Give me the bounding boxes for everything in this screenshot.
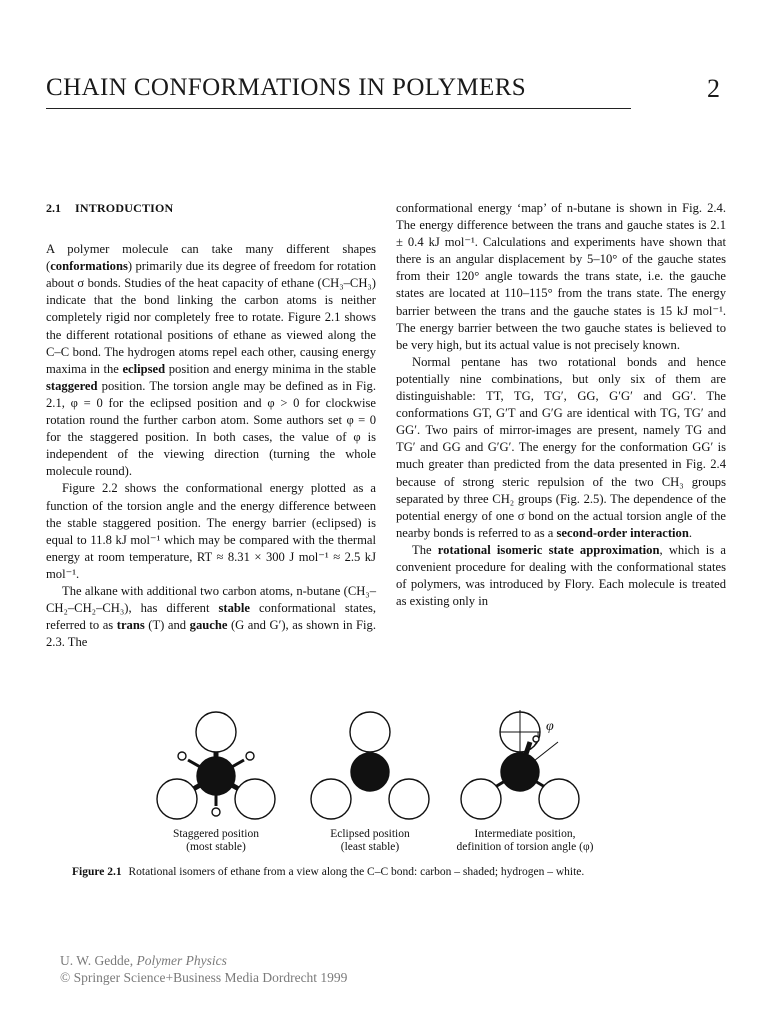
- section-number: 2.1: [46, 201, 61, 215]
- section-title: INTRODUCTION: [75, 201, 174, 215]
- phi-symbol: φ: [546, 719, 554, 734]
- chapter-number: 2: [707, 74, 720, 103]
- footer-copyright: © Springer Science+Business Media Dordrecht 1999: [60, 970, 348, 985]
- paragraph: conformational energy ‘map’ of n-butane is shown in Fig. 2.4. The energy difference between the trans and gauche states is 2.1 ± 0.4 kJ mol⁻¹. Calculations and experiments have shown that there is an angular displacement by 5–10° of the gauche states from their 120° angle towards the trans state, i.e. the gauche states are located at 110–115° from the trans state. The energy barrier between the trans and the gauche states is 15 kJ mol⁻¹. The energy barrier between the two gauche states is believed to be very high, but its actual value is not precisely known.: [396, 201, 726, 352]
- paragraph: Normal pentane has two rotational bonds and hence potentially nine combinations, but only six of them are distinguishable: TT, TG, TG′, GG, G′G′ and GG′. The conformations GT, G′T and G′G are identical with TG, TG′ and GG′. Two pairs of mirror-images are present, namely TG and TG′ and GG and G′G′. The energy for the conformation GG′ is much greater than predicted from the data presented in Fig. 2.4 because of strong steric repulsion of the two CH₃ groups separated by three CH₂ groups (Fig. 2.5). The dependence of the potential energy of one σ bond on the actual torsion angle of the nearby bonds is referred to as a second-order interaction.: [396, 354, 726, 540]
- paragraph: The alkane with additional two carbon atoms, n-butane (CH₃–CH₂–CH₂–CH₃), has different stable conformational states, referred to as trans (T) and gauche (G and G′), as shown in Fig. 2.3. The: [46, 583, 377, 650]
- paragraph: A polymer molecule can take many different shapes (conformations) primarily due its degree of freedom for rotation about σ bonds. Studies of the heat capacity of ethane (CH₃–CH₃) indicate that the bond linking the carbon atoms is neither completely rigid nor completely free to rotate. Figure 2.1 shows the different rotational positions of ethane as viewed along the C–C bond. The hydrogen atoms repel each other, causing energy maxima in the eclipsed position and energy minima in the stable staggered position. The torsion angle may be defined as in Fig. 2.1, φ = 0 for the eclipsed position and φ > 0 for clockwise rotation round the further carbon atom. Some authors set φ = 0 for the staggered position. In both cases, the value of φ is independent of the viewing direction (turning the whole molecule round).: [46, 242, 376, 479]
- staggered-molecule: [157, 712, 275, 819]
- caption-number: Figure 2.1: [72, 866, 122, 878]
- caption-text: Rotational isomers of ethane from a view along the C–C bond: carbon – shaded; hydrogen – white.: [128, 866, 585, 878]
- right-column: [396, 200, 726, 610]
- figure-caption: [72, 866, 732, 878]
- chapter-title: CHAIN CONFORMATIONS IN POLYMERS: [46, 74, 527, 101]
- figure-ethane-isomers: [140, 708, 640, 858]
- eclipsed-molecule: [311, 712, 429, 819]
- left-column: [46, 200, 376, 651]
- label-staggered: Staggered position (most stable): [173, 828, 259, 853]
- paragraph: The rotational isomeric state approximation, which is a convenient procedure for dealing with the conformational states of polymers, was introduced by Flory. Each molecule is treated as existing only in: [396, 542, 726, 609]
- footer-citation: U. W. Gedde, Polymer Physics: [60, 953, 227, 968]
- footer: [60, 952, 347, 986]
- section-heading: [46, 200, 376, 217]
- paragraph: Figure 2.2 shows the conformational energy plotted as a function of the torsion angle and the energy difference between the stable staggered position. The energy barrier (eclipsed) is equal to 11.8 kJ mol⁻¹ which may be compared with the thermal energy at room temperature, RT ≈ 8.31 × 300 J mol⁻¹ ≈ 2.5 kJ mol⁻¹.: [46, 481, 376, 581]
- label-intermediate: Intermediate position, definition of torsion angle (φ): [456, 828, 594, 853]
- label-eclipsed: Eclipsed position (least stable): [330, 828, 410, 853]
- title-rule: [46, 108, 631, 109]
